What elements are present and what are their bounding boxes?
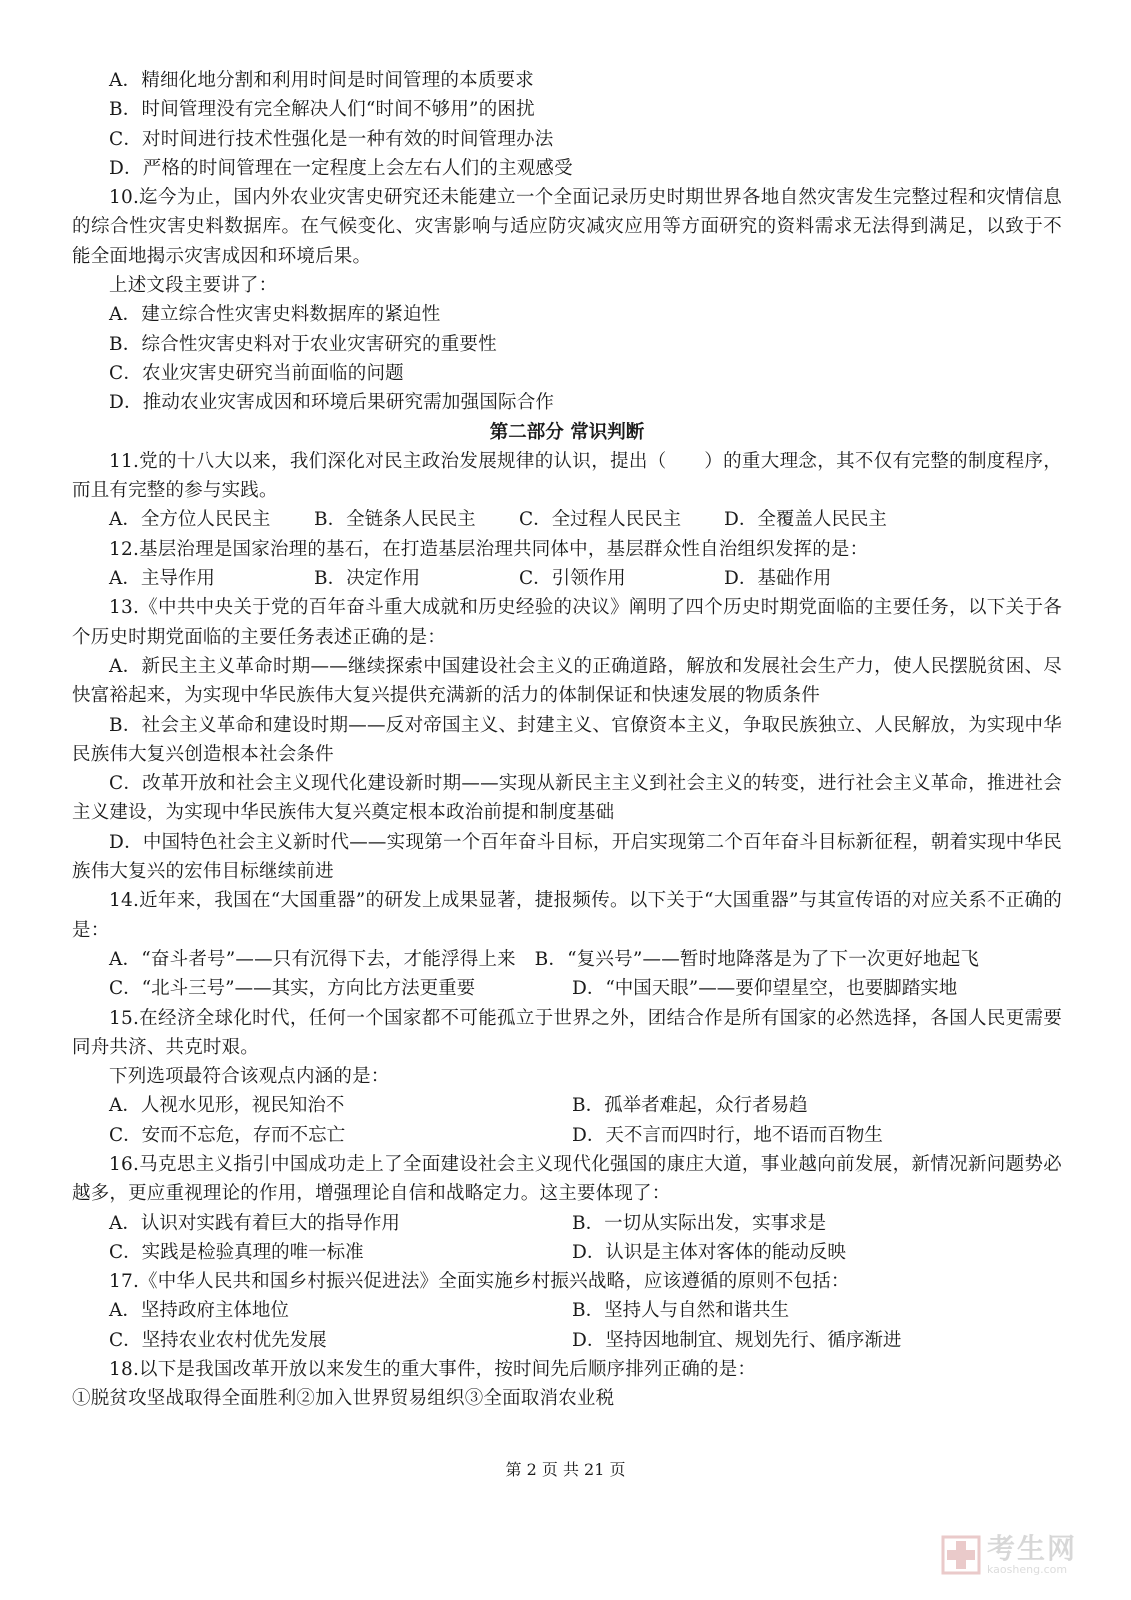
q10-option-d: D．推动农业灾害成因和环境后果研究需加强国际合作 — [109, 392, 555, 414]
q17-options-cd — [72, 1326, 1062, 1355]
q16-stem: 16.马克思主义指引中国成功走上了全面建设社会主义现代化强国的康庄大道，事业越向前发展，新情况新问题势必越多，更应重视理论的作用，增强理论自信和战略定力。这主要体现了： — [72, 1153, 1062, 1205]
document-page — [72, 66, 1062, 1414]
q15-option-b: B．孤举者难起，众行者易趋 — [572, 1095, 808, 1117]
q15-option-d: D．天不言而四时行，地不语而百物生 — [572, 1124, 883, 1146]
q15-options-cd — [72, 1121, 1062, 1150]
q9-option-d: D．严格的时间管理在一定程度上会左右人们的主观感受 — [109, 157, 573, 179]
q10-option-c: C．农业灾害史研究当前面临的问题 — [109, 362, 404, 384]
q14-options-cd — [72, 974, 1062, 1003]
watermark-brand: 考生网 — [987, 1532, 1078, 1565]
q15-option-c: C．安而不忘危，存而不忘亡 — [109, 1124, 346, 1146]
q10-ask: 上述文段主要讲了： — [109, 275, 278, 297]
q12-option-b: B．决定作用 — [314, 568, 421, 590]
q12-option-a: A．主导作用 — [109, 568, 215, 590]
q10-stem: 10.迄今为止，国内外农业灾害史研究还未能建立一个全面记录历史时期世界各地自然灾害发生完整过程和灾情信息的综合性灾害史料数据库。在气候变化、灾害影响与适应防灾减灾应用等方面研究的资料需求无法得到满足，以致于不能全面地揭示灾害成因和环境后果。 — [72, 187, 1062, 267]
q14-option-d: D．“中国天眼”——要仰望星空，也要脚踏实地 — [572, 978, 958, 1000]
q15-ask: 下列选项最符合该观点内涵的是： — [109, 1066, 390, 1088]
q12-option-d: D．基础作用 — [724, 568, 832, 590]
q16-options-cd — [72, 1238, 1062, 1267]
watermark-text — [987, 1534, 1077, 1576]
page-footer: 第 2 页 共 21 页 — [505, 1460, 626, 1479]
q13-option-d: D．中国特色社会主义新时代——实现第一个百年奋斗目标，开启实现第二个百年奋斗目标新征程，朝着实现中华民族伟大复兴的宏伟目标继续前进 — [72, 831, 1062, 883]
section-title: 第二部分 常识判断 — [489, 421, 645, 443]
watermark-url: kaosheng.com — [987, 1563, 1068, 1576]
q13-option-c: C．改革开放和社会主义现代化建设新时期——实现从新民主主义到社会主义的转变，进行社会主义革命，推进社会主义建设，为实现中华民族伟大复兴奠定根本政治前提和制度基础 — [72, 773, 1062, 824]
q17-stem: 17.《中华人民共和国乡村振兴促进法》全面实施乡村振兴战略，应该遵循的原则不包括： — [109, 1271, 850, 1293]
q13-stem: 13.《中共中央关于党的百年奋斗重大成就和历史经验的决议》阐明了四个历史时期党面临的主要任务，以下关于各个历史时期党面临的主要任务表述正确的是： — [72, 597, 1062, 648]
q9-option-a: A．精细化地分割和利用时间是时间管理的本质要求 — [109, 70, 534, 91]
q11-stem: 11.党的十八大以来，我们深化对民主政治发展规律的认识，提出（ ）的重大理念，其不仅有完整的制度程序，而且有完整的参与实践。 — [72, 450, 1062, 502]
q17-option-b: B．坚持人与自然和谐共生 — [572, 1300, 790, 1322]
q11-option-b: B．全链条人民民主 — [314, 509, 476, 531]
q17-option-d: D．坚持因地制宜、规划先行、循序渐进 — [572, 1329, 902, 1351]
q11-option-a: A．全方位人民民主 — [109, 509, 271, 531]
q17-option-c: C．坚持农业农村优先发展 — [109, 1329, 327, 1351]
watermark — [941, 1525, 1091, 1585]
q17-options-ab — [72, 1296, 1062, 1325]
q18-stem: 18.以下是我国改革开放以来发生的重大事件，按时间先后顺序排列正确的是： — [109, 1359, 757, 1381]
q16-option-a: A．认识对实践有着巨大的指导作用 — [109, 1212, 400, 1234]
q16-option-c: C．实践是检验真理的唯一标准 — [109, 1241, 364, 1263]
q11-options — [72, 505, 1062, 534]
q10-option-b: B．综合性灾害史料对于农业灾害研究的重要性 — [109, 333, 497, 355]
q13-option-a: A．新民主主义革命时期——继续探索中国建设社会主义的正确道路，解放和发展社会生产力，使人民摆脱贫困、尽快富裕起来，为实现中华民族伟大复兴提供充满新的活力的体制保证和快速发展的物质条件 — [72, 655, 1062, 707]
q13-option-b: B．社会主义革命和建设时期——反对帝国主义、封建主义、官僚资本主义，争取民族独立、人民解放，为实现中华民族伟大复兴创造根本社会条件 — [72, 714, 1062, 765]
q15-stem: 15.在经济全球化时代，任何一个国家都不可能孤立于世界之外，团结合作是所有国家的必然选择，各国人民更需要同舟共济、共克时艰。 — [72, 1007, 1062, 1058]
q12-stem: 12.基层治理是国家治理的基石，在打造基层治理共同体中，基层群众性自治组织发挥的是： — [109, 538, 869, 560]
q15-options-ab — [72, 1091, 1062, 1120]
q18-items: ①脱贫攻坚战取得全面胜利②加入世界贸易组织③全面取消农业税 — [72, 1388, 615, 1410]
q16-options-ab — [72, 1209, 1062, 1238]
q17-option-a: A．坚持政府主体地位 — [109, 1300, 289, 1322]
q15-option-a: A．人视水见形，视民知治不 — [109, 1095, 345, 1117]
q11-option-c: C．全过程人民民主 — [519, 509, 682, 531]
q14-options-ab: A．“奋斗者号”——只有沉得下去，才能浮得上来 B．“复兴号”——暂时地降落是为了下一次更好地起飞 — [109, 948, 980, 970]
q9-option-b: B．时间管理没有完全解决人们“时间不够用”的困扰 — [109, 99, 535, 121]
q14-stem: 14.近年来，我国在“大国重器”的研发上成果显著，捷报频传。以下关于“大国重器”与其宣传语的对应关系不正确的是： — [72, 890, 1062, 941]
q12-option-c: C．引领作用 — [519, 568, 626, 590]
hospital-cross-logo-icon — [941, 1535, 981, 1575]
q9-option-c: C．对时间进行技术性强化是一种有效的时间管理办法 — [109, 128, 554, 150]
q11-option-d: D．全覆盖人民民主 — [724, 509, 887, 531]
q14-option-c: C．“北斗三号”——其实，方向比方法更重要 — [109, 978, 476, 1000]
q16-option-b: B．一切从实际出发，实事求是 — [572, 1212, 827, 1234]
q16-option-d: D．认识是主体对客体的能动反映 — [572, 1241, 846, 1263]
q10-option-a: A．建立综合性灾害史料数据库的紧迫性 — [109, 304, 441, 326]
q12-options — [72, 564, 1062, 593]
